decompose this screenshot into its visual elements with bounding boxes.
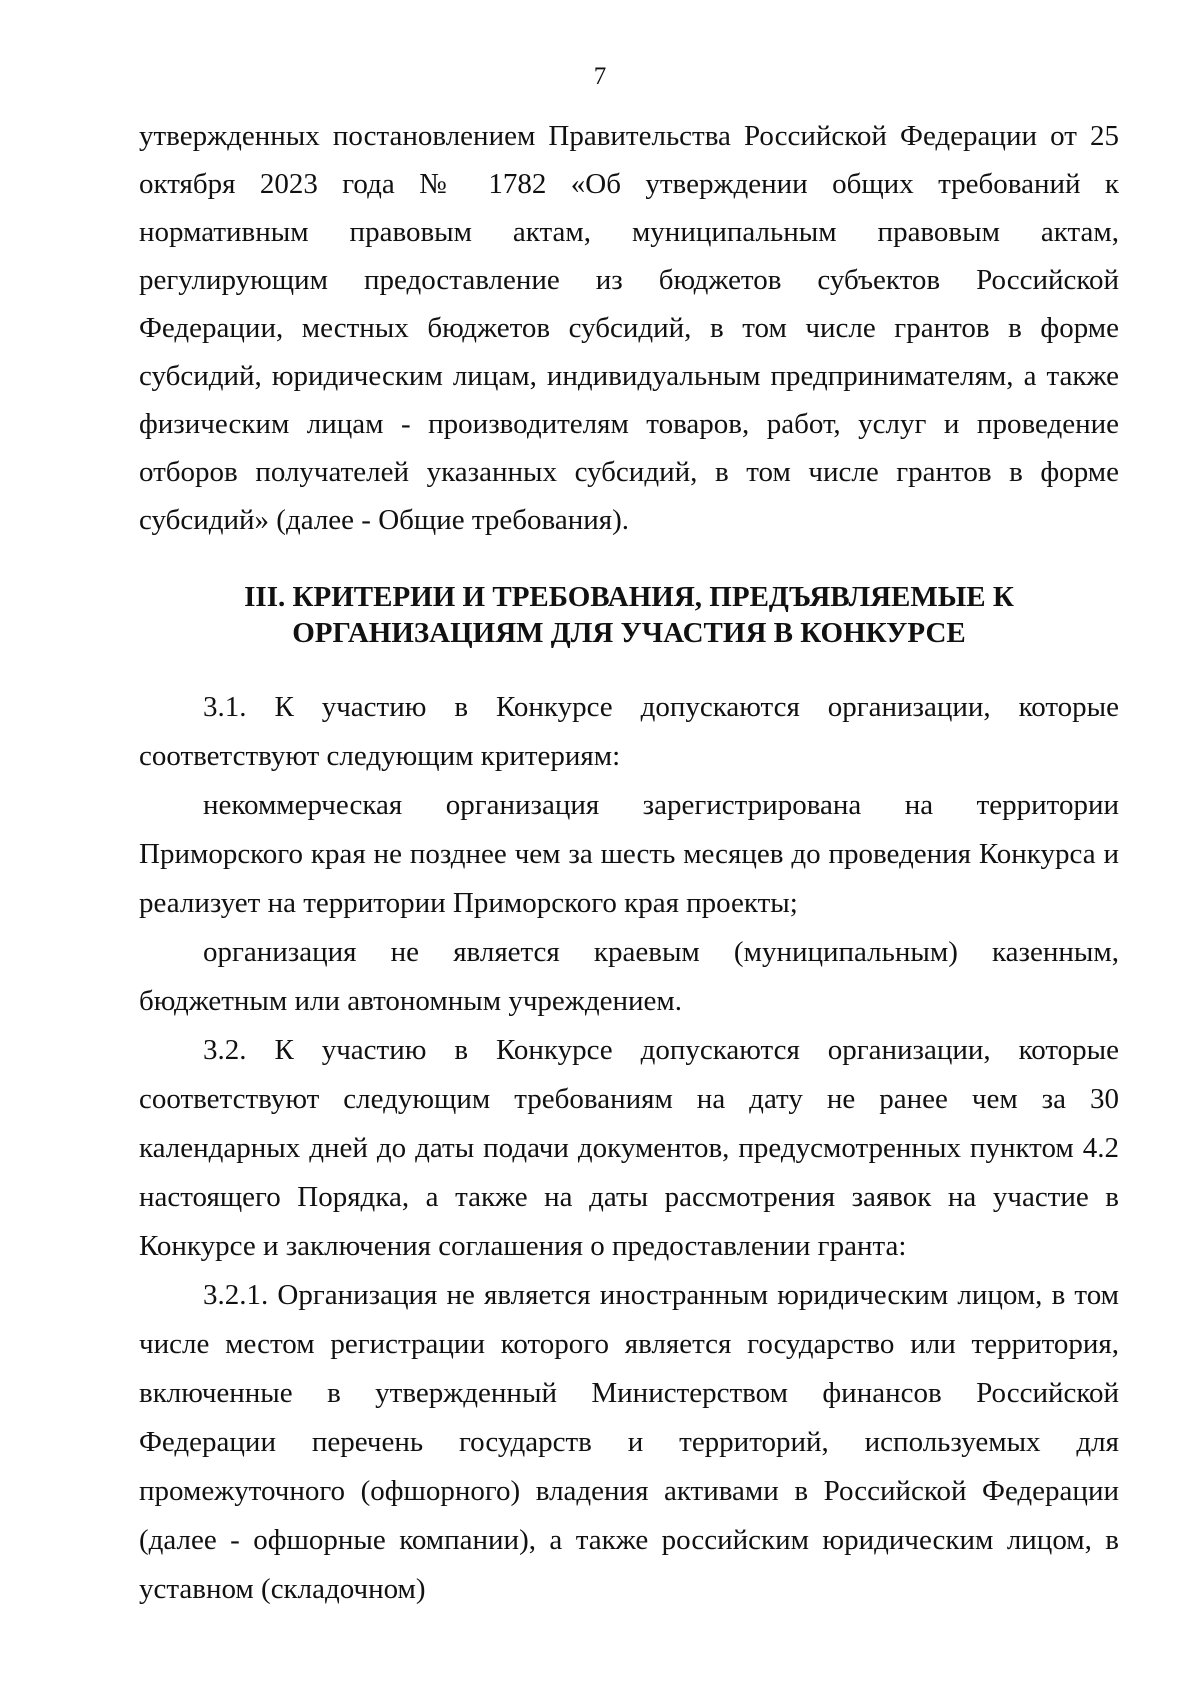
page-number: 7 xyxy=(593,63,607,90)
paragraph-3-2-1: 3.2.1. Организация не является иностранным юридическим лицом, в том числе местом регистрации которого является государство или территория, включенные в утвержденный Министерством финансов Российской Федерации перечень государств и территорий, используемых для промежуточного (офшорного) владения активами в Российской Федерации (далее - офшорные компании), а также российским юридическим лицом, в уставном (складочном) xyxy=(139,1279,1119,1605)
paragraph-criterion-institution: организация не является краевым (муниципальным) казенным, бюджетным или автономным учреждением. xyxy=(139,936,1119,1017)
page-content xyxy=(139,112,1119,1614)
paragraph-3-1: 3.1. К участию в Конкурсе допускаются организации, которые соответствуют следующим критериям: xyxy=(139,691,1119,772)
section-heading xyxy=(139,579,1119,651)
paragraph-3-2: 3.2. К участию в Конкурсе допускаются организации, которые соответствуют следующим требованиям на дату не ранее чем за 30 календарных дней до даты подачи документов, предусмотренных пунктом 4.2 настоящего Порядка, а также на даты рассмотрения заявок на участие в Конкурсе и заключения соглашения о предоставлении гранта: xyxy=(139,1034,1119,1262)
paragraph-criterion-registration: некоммерческая организация зарегистрирована на территории Приморского края не позднее чем за шесть месяцев до проведения Конкурса и реализует на территории Приморского края проекты; xyxy=(139,789,1119,919)
intro-paragraph: утвержденных постановлением Правительства Российской Федерации от 25 октября 2023 года № 1782 «Об утверждении общих требований к нормативным правовым актам, муниципальным правовым актам, регулирующим предоставление из бюджетов субъектов Российской Федерации, местных бюджетов субсидий, в том числе грантов в форме субсидий, юридическим лицам, индивидуальным предпринимателям, а также физическим лицам - производителям товаров, работ, услуг и проведение отборов получателей указанных субсидий, в том числе грантов в форме субсидий» (далее - Общие требования). xyxy=(139,120,1119,536)
section-heading-line-1: III. КРИТЕРИИ И ТРЕБОВАНИЯ, ПРЕДЪЯВЛЯЕМЫЕ К xyxy=(244,581,1014,613)
section-heading-line-2: ОРГАНИЗАЦИЯМ ДЛЯ УЧАСТИЯ В КОНКУРСЕ xyxy=(292,617,966,649)
